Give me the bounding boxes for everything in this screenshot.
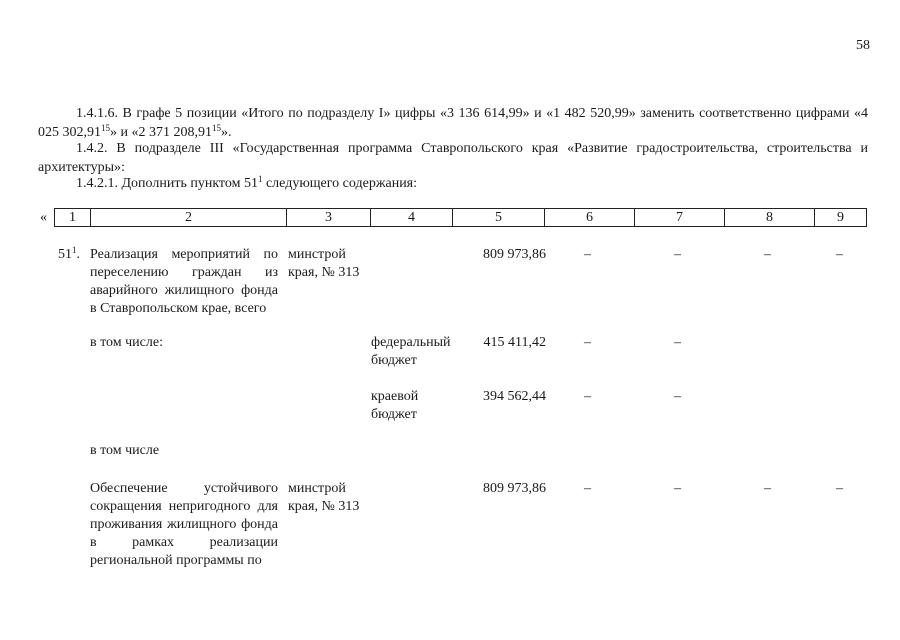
footnote-ref: 15 bbox=[101, 123, 110, 133]
row-value-main: 809 973,86 bbox=[483, 247, 546, 262]
row-name-main: Реализация мероприятий по переселению граждан из аварийного жилищного фонда в Ставропольском крае, всего bbox=[90, 247, 278, 316]
opening-quote: « bbox=[40, 210, 47, 225]
row-value-federal: 415 411,42 bbox=[483, 335, 546, 350]
row-dash-col6-main: – bbox=[584, 247, 591, 262]
row-executor-main: минстрой края, № 313 bbox=[288, 247, 360, 280]
paragraph-1-4-2 bbox=[38, 139, 868, 177]
row-dash-col6-regional: – bbox=[584, 389, 591, 404]
row-name-sub: Обеспечение устойчивого сокращения непригодного для проживания жилищного фонда в рамках реализации региональной программы по bbox=[90, 481, 278, 568]
including-label-2: в том числе bbox=[90, 443, 160, 458]
row-executor-sub: минстрой края, № 313 bbox=[288, 481, 360, 514]
row-number-text: 51 bbox=[58, 247, 72, 262]
row-number-sup: 1 bbox=[72, 245, 77, 255]
footnote-ref: 1 bbox=[257, 174, 263, 184]
row-dash-col7-main: – bbox=[674, 247, 681, 262]
paragraph-1-4-2-1 bbox=[38, 174, 868, 193]
paragraph-1-4-1-6 bbox=[38, 104, 868, 142]
column-header-5: 5 bbox=[453, 209, 545, 227]
paragraph-text: 1.4.1.6. В графе 5 позиции «Итого по подразделу I» цифры «3 136 614,99» и «1 482 520,99» заменить соответственно цифрами «4 025 302,91 bbox=[38, 106, 868, 140]
row-dash-col6-sub: – bbox=[584, 481, 591, 496]
column-header-7: 7 bbox=[635, 209, 725, 227]
paragraph-text: следующего содержания: bbox=[262, 176, 418, 191]
column-number-header bbox=[54, 208, 867, 227]
row-dash-col7-sub: – bbox=[674, 481, 681, 496]
row-dash-col6-federal: – bbox=[584, 335, 591, 350]
paragraph-text: 1.4.2. В подразделе III «Государственная программа Ставропольского края «Развитие градостроительства, строительства и архитектуры»: bbox=[38, 141, 868, 175]
footnote-ref: 15 bbox=[212, 123, 221, 133]
row-dash-col9-sub: – bbox=[836, 481, 843, 496]
paragraph-text: 1.4.2.1. Дополнить пунктом 51 bbox=[76, 176, 258, 191]
column-header-8: 8 bbox=[725, 209, 815, 227]
row-dash-col9-main: – bbox=[836, 247, 843, 262]
row-dash-col8-main: – bbox=[764, 247, 771, 262]
paragraph-text: » и «2 371 208,91 bbox=[110, 125, 212, 140]
page-number: 58 bbox=[856, 38, 870, 53]
row-dash-col7-federal: – bbox=[674, 335, 681, 350]
including-label: в том числе: bbox=[90, 335, 163, 350]
column-header-1: 1 bbox=[55, 209, 91, 227]
row-value-regional: 394 562,44 bbox=[483, 389, 546, 404]
row-number-suffix: . bbox=[76, 247, 80, 262]
column-header-2: 2 bbox=[91, 209, 287, 227]
row-dash-col7-regional: – bbox=[674, 389, 681, 404]
row-value-sub: 809 973,86 bbox=[483, 481, 546, 496]
row-source-regional: краевой бюджет bbox=[371, 389, 419, 422]
column-header-4: 4 bbox=[371, 209, 453, 227]
column-header-3: 3 bbox=[287, 209, 371, 227]
row-dash-col8-sub: – bbox=[764, 481, 771, 496]
column-header-9: 9 bbox=[815, 209, 867, 227]
paragraph-text: ». bbox=[221, 125, 232, 140]
row-source-federal: федеральный бюджет bbox=[371, 335, 451, 368]
column-header-6: 6 bbox=[545, 209, 635, 227]
row-number bbox=[58, 246, 80, 264]
